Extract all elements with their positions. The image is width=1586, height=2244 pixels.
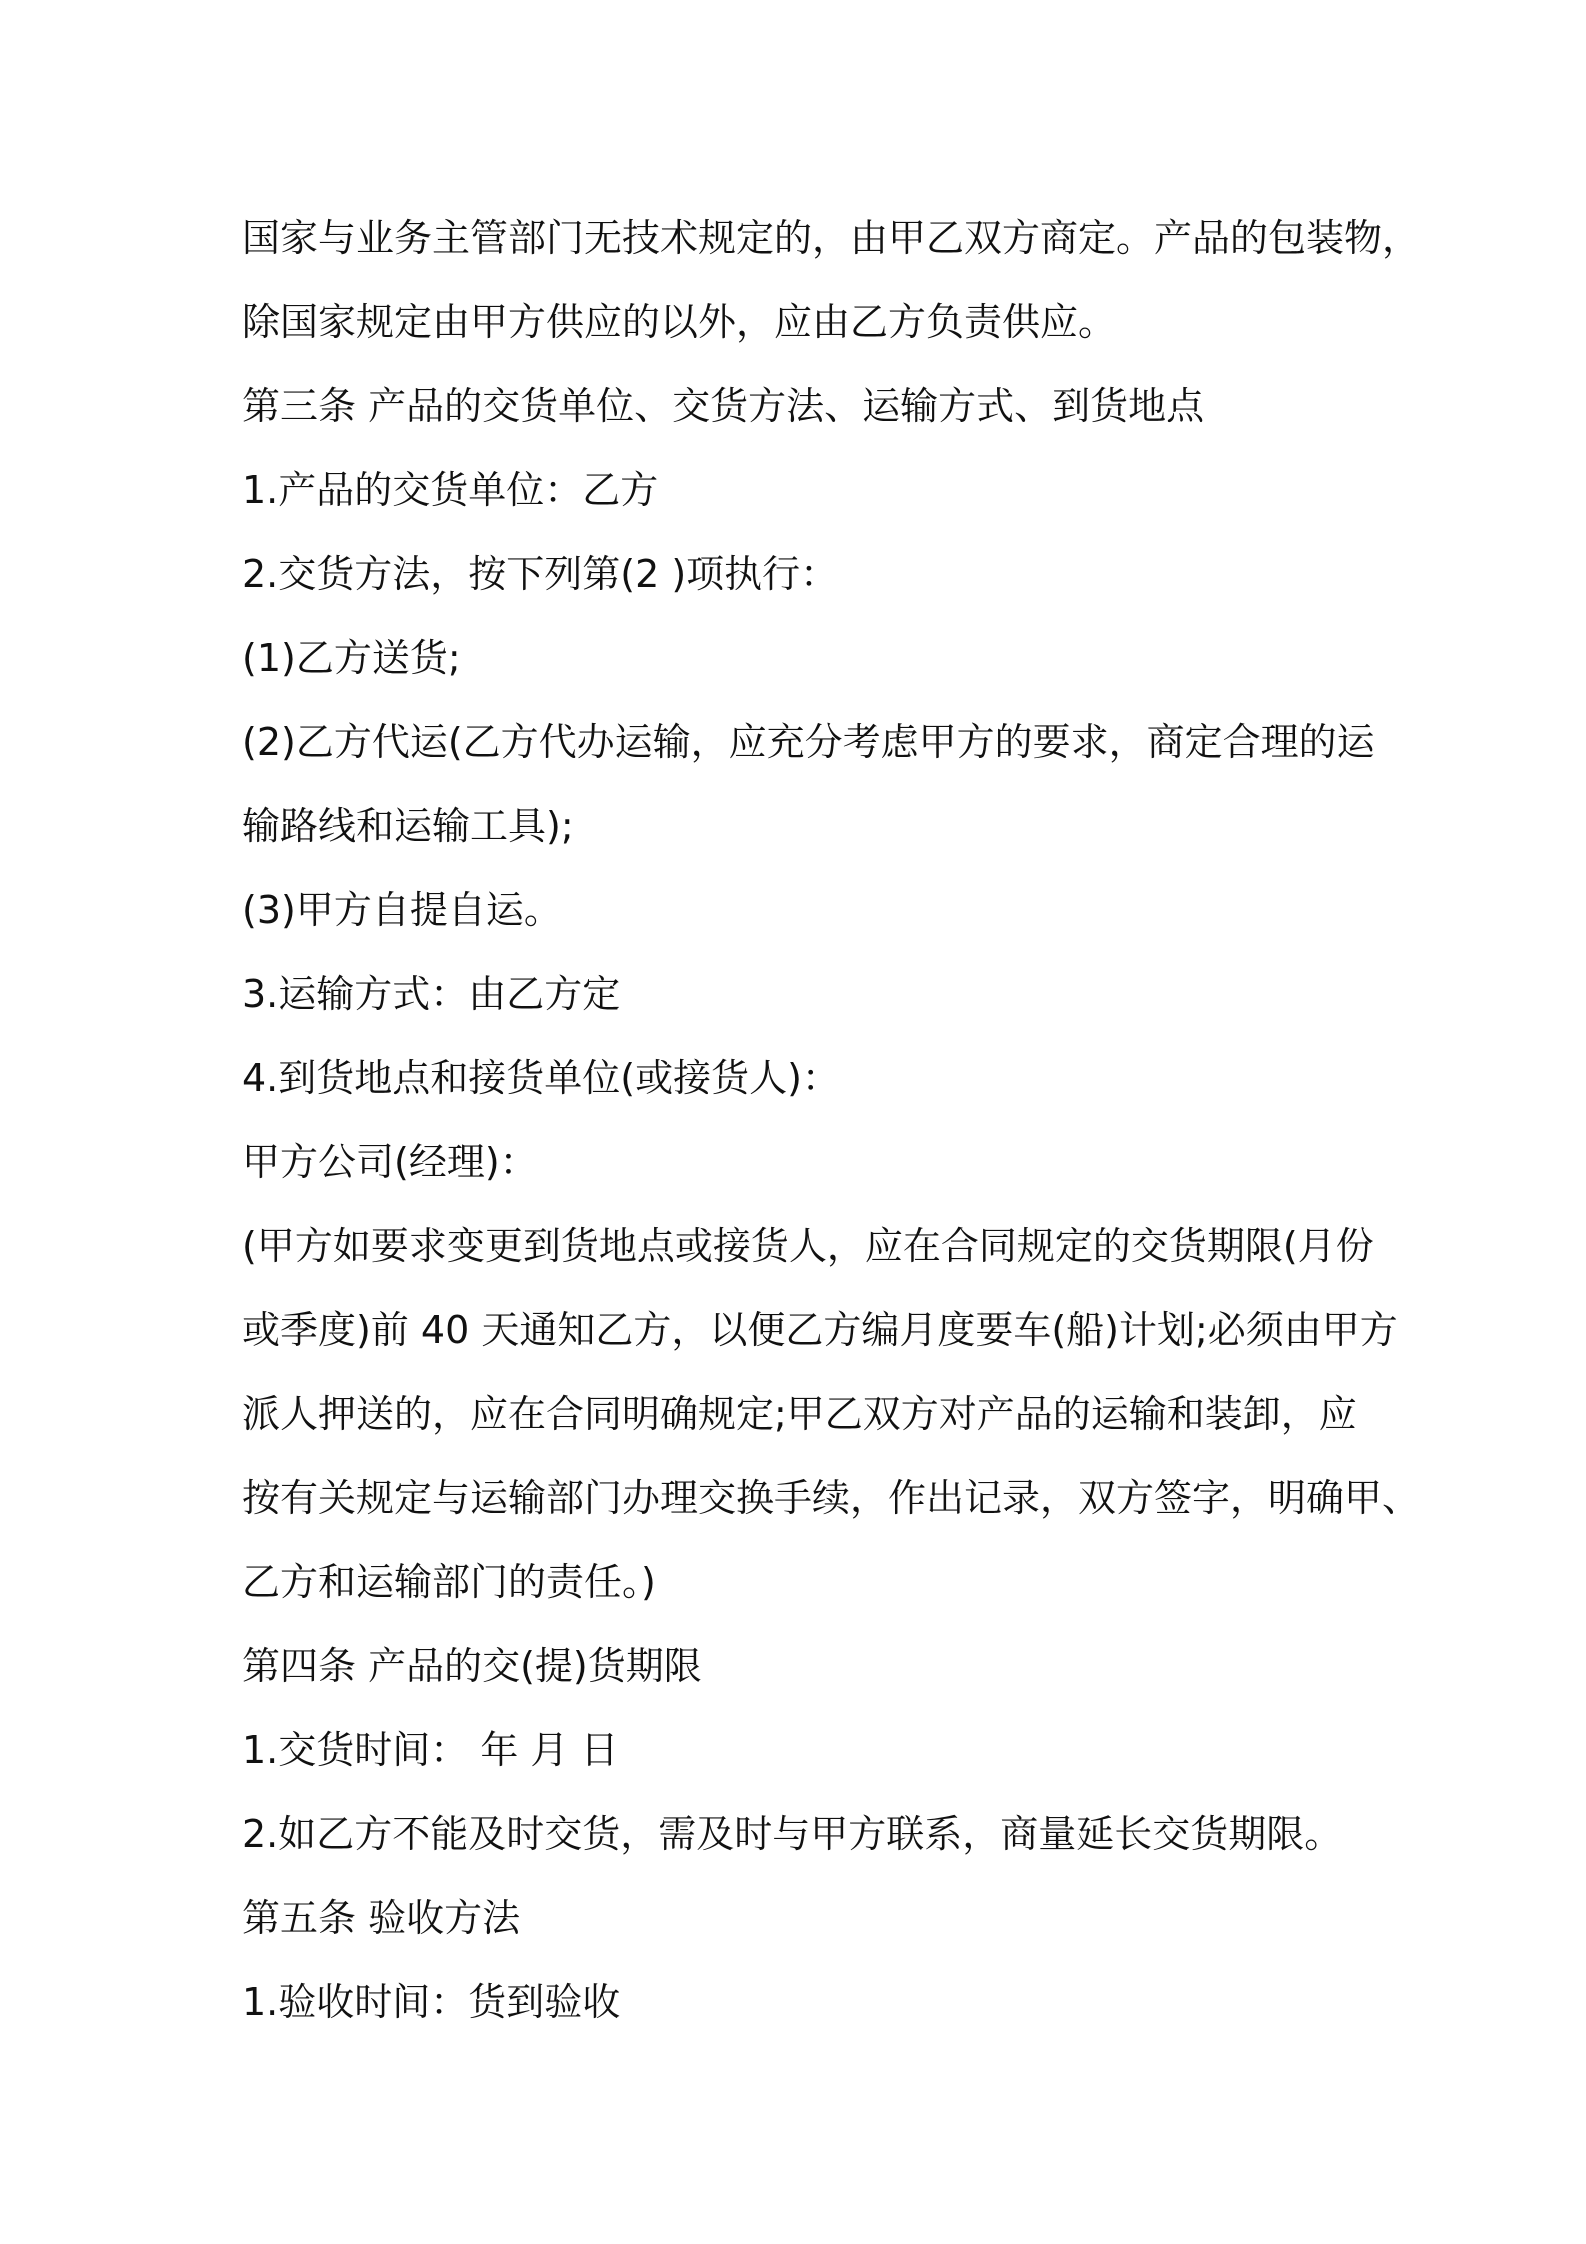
- note-line: 乙方和运输部门的责任。): [242, 1560, 656, 1604]
- clause-line: 3.运输方式：由乙方定: [242, 972, 621, 1016]
- clause-line: 2.交货方法，按下列第(2 )项执行：: [242, 552, 839, 596]
- article-4-heading: 第四条 产品的交(提)货期限: [242, 1644, 702, 1688]
- note-line: 按有关规定与运输部门办理交换手续，作出记录，双方签字，明确甲、: [242, 1476, 1421, 1520]
- note-line: 或季度)前 40 天通知乙方，以便乙方编月度要车(船)计划;必须由甲方: [242, 1308, 1398, 1352]
- option-line: (3)甲方自提自运。: [242, 888, 562, 932]
- note-line: 派人押送的，应在合同明确规定;甲乙双方对产品的运输和装卸，应: [242, 1392, 1357, 1436]
- clause-line: 1.交货时间： 年 月 日: [242, 1728, 619, 1772]
- article-3-heading: 第三条 产品的交货单位、交货方法、运输方式、到货地点: [242, 384, 1205, 428]
- clause-line: 1.产品的交货单位：乙方: [242, 468, 659, 512]
- clause-line: 1.验收时间：货到验收: [242, 1980, 621, 2024]
- document-body: [242, 196, 1421, 2044]
- option-line: (2)乙方代运(乙方代办运输，应充分考虑甲方的要求，商定合理的运: [242, 720, 1375, 764]
- paragraph-line: 国家与业务主管部门无技术规定的，由甲乙双方商定。产品的包装物，: [242, 216, 1421, 260]
- clause-line: 2.如乙方不能及时交货，需及时与甲方联系，商量延长交货期限。: [242, 1812, 1343, 1856]
- paragraph-line: 除国家规定由甲方供应的以外，应由乙方负责供应。: [242, 300, 1117, 344]
- option-line: (1)乙方送货;: [242, 636, 461, 680]
- option-line: 输路线和运输工具);: [242, 804, 574, 848]
- clause-line: 甲方公司(经理)：: [242, 1140, 538, 1184]
- note-line: (甲方如要求变更到货地点或接货人，应在合同规定的交货期限(月份: [242, 1224, 1374, 1268]
- clause-line: 4.到货地点和接货单位(或接货人)：: [242, 1056, 840, 1100]
- article-5-heading: 第五条 验收方法: [242, 1896, 521, 1940]
